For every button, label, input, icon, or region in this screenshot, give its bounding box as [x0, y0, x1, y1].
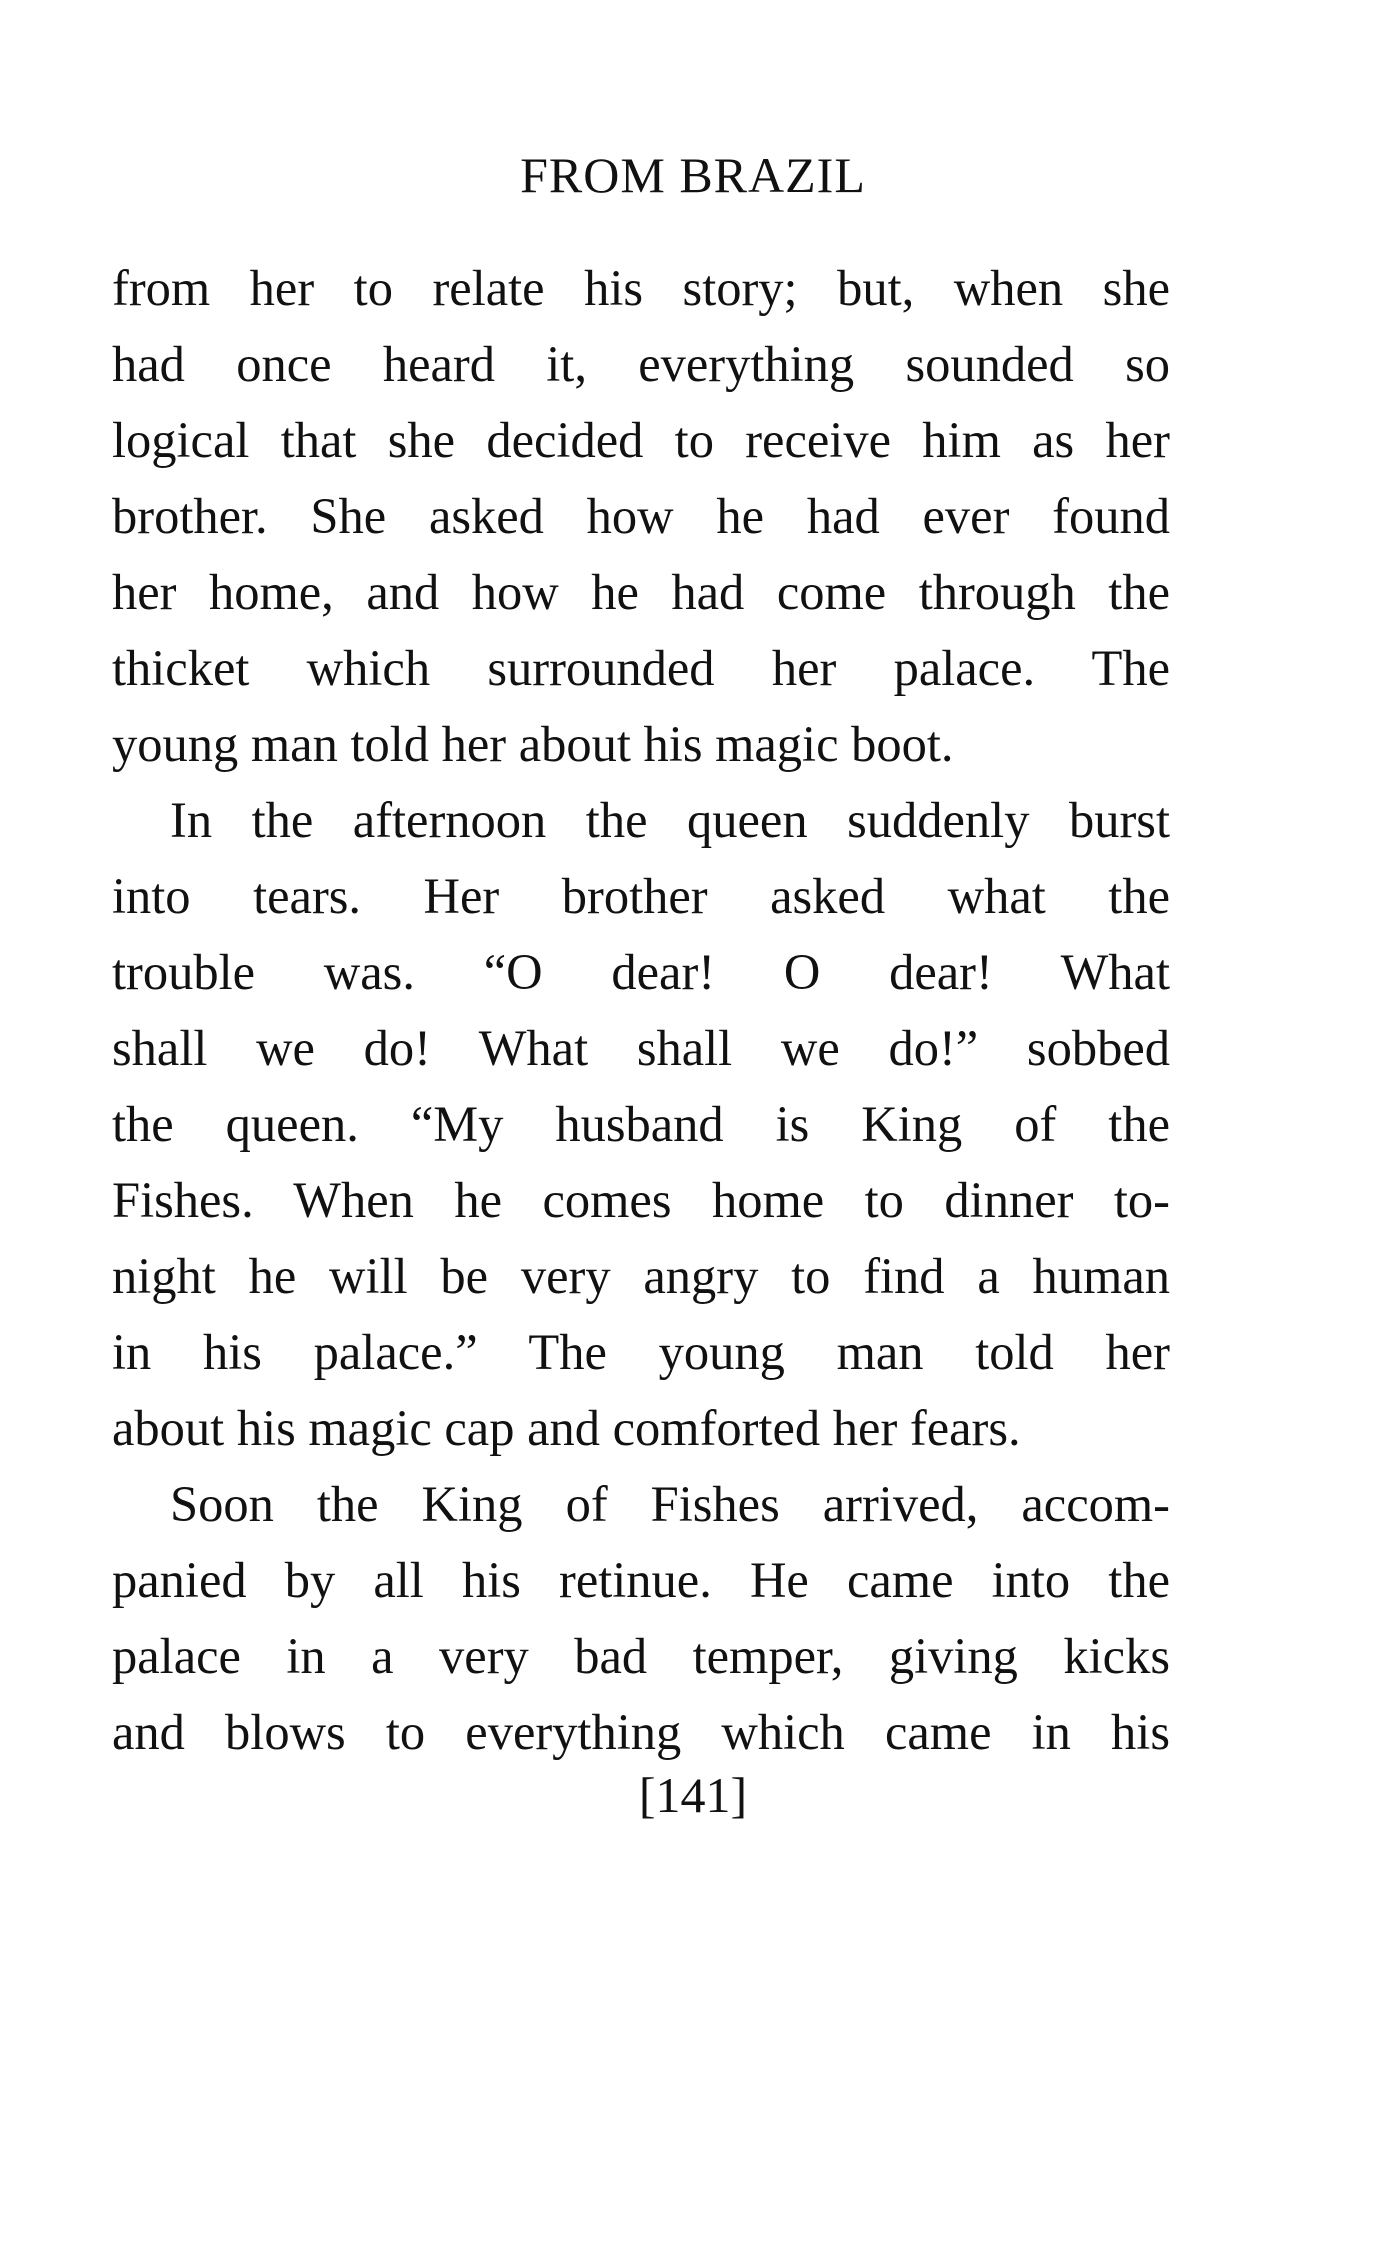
text-line: brother. She asked how he had ever found: [112, 488, 1170, 544]
text-line: young man told her about his magic boot.: [112, 716, 954, 772]
text-line: into tears. Her brother asked what the: [112, 868, 1170, 924]
page-number: [141]: [638, 1767, 748, 1823]
text-line: Soon the King of Fishes arrived, accom-: [170, 1476, 1170, 1532]
text-line: Fishes. When he comes home to dinner to-: [112, 1172, 1170, 1228]
text-line: thicket which surrounded her palace. The: [112, 640, 1170, 696]
text-line: In the afternoon the queen suddenly burst: [170, 792, 1170, 848]
text-line: logical that she decided to receive him as her: [112, 412, 1170, 468]
text-line: in his palace.” The young man told her: [112, 1324, 1170, 1380]
text-line: had once heard it, everything sounded so: [112, 336, 1170, 392]
text-line: trouble was. “O dear! O dear! What: [112, 944, 1170, 1000]
running-head: FROM BRAZIL: [520, 147, 866, 203]
text-line: the queen. “My husband is King of the: [112, 1096, 1170, 1152]
text-line: night he will be very angry to find a human: [112, 1248, 1170, 1304]
text-line: and blows to everything which came in his: [112, 1704, 1170, 1760]
body-text: [112, 250, 1170, 1770]
text-line: panied by all his retinue. He came into the: [112, 1552, 1170, 1608]
text-line: shall we do! What shall we do!” sobbed: [112, 1020, 1170, 1076]
text-line: about his magic cap and comforted her fears.: [112, 1400, 1021, 1456]
text-line: her home, and how he had come through the: [112, 564, 1170, 620]
text-line: from her to relate his story; but, when she: [112, 260, 1170, 316]
text-line: palace in a very bad temper, giving kicks: [112, 1628, 1170, 1684]
